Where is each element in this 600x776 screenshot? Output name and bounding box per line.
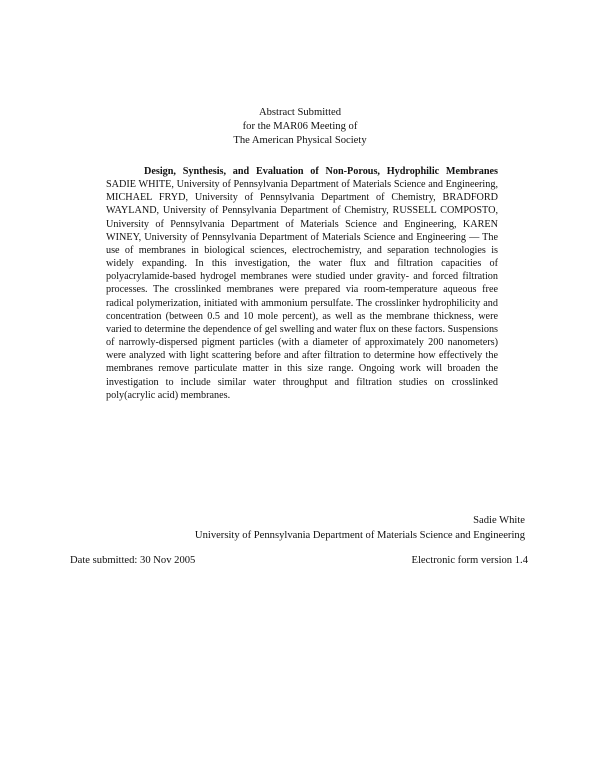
submission-header — [0, 106, 600, 148]
abstract-body: SADIE WHITE, University of Pennsylvania Department of Materials Science and Engineering, MICHAEL FRYD, University of Pennsylvania Department of Chemistry, BRADFORD WAYLAND, University of Pennsylvania Department of Chemistry, RUSSELL COMPOSTO, University of Pennsylvania Department of Materials Science and Engineering, KAREN WINEY, University of Pennsylvania Department of Materials Science and Engineering — The use of membranes in biological sciences, electrochemistry, and separation technologies is widely expanding. In this investigation, the water flux and filtration capacities of polyacrylamide-based hydrogel membranes were studied under gravity- and forced filtration processes. The crosslinked membranes were prepared via room-temperature aqueous free radical polymerization, initiated with ammonium persulfate. The crosslinker hydrophilicity and concentration (between 0.5 and 10 mole percent), as well as the membrane thickness, were varied to determine the dependence of gel swelling and water flux on these factors. Suspensions of narrowly-dispersed pigment particles (with a diameter of approximately 200 nanometers) were analyzed with light scattering before and after filtration to determine how effectively the membranes remove particulate matter in this size range. Ongoing work will broaden the investigation to include similar water throughput and filtration studies on crosslinked poly(acrylic acid) membranes. — [106, 179, 498, 401]
footer — [70, 554, 528, 568]
header-line-meeting: for the MAR06 Meeting of — [242, 121, 358, 132]
signature-name: Sadie White — [473, 515, 525, 526]
abstract-title: Design, Synthesis, and Evaluation of Non-Porous, Hydrophilic Membranes — [144, 166, 498, 177]
abstract-paragraph — [106, 165, 498, 402]
date-submitted: Date submitted: 30 Nov 2005 — [70, 555, 196, 566]
abstract-block — [106, 165, 498, 402]
header-line-society: The American Physical Society — [233, 135, 367, 146]
header-line-abstract-submitted: Abstract Submitted — [258, 107, 342, 118]
signature-affiliation: University of Pennsylvania Department of Materials Science and Engineering — [194, 530, 525, 541]
signature-block — [195, 513, 525, 543]
form-version: Electronic form version 1.4 — [411, 555, 528, 566]
